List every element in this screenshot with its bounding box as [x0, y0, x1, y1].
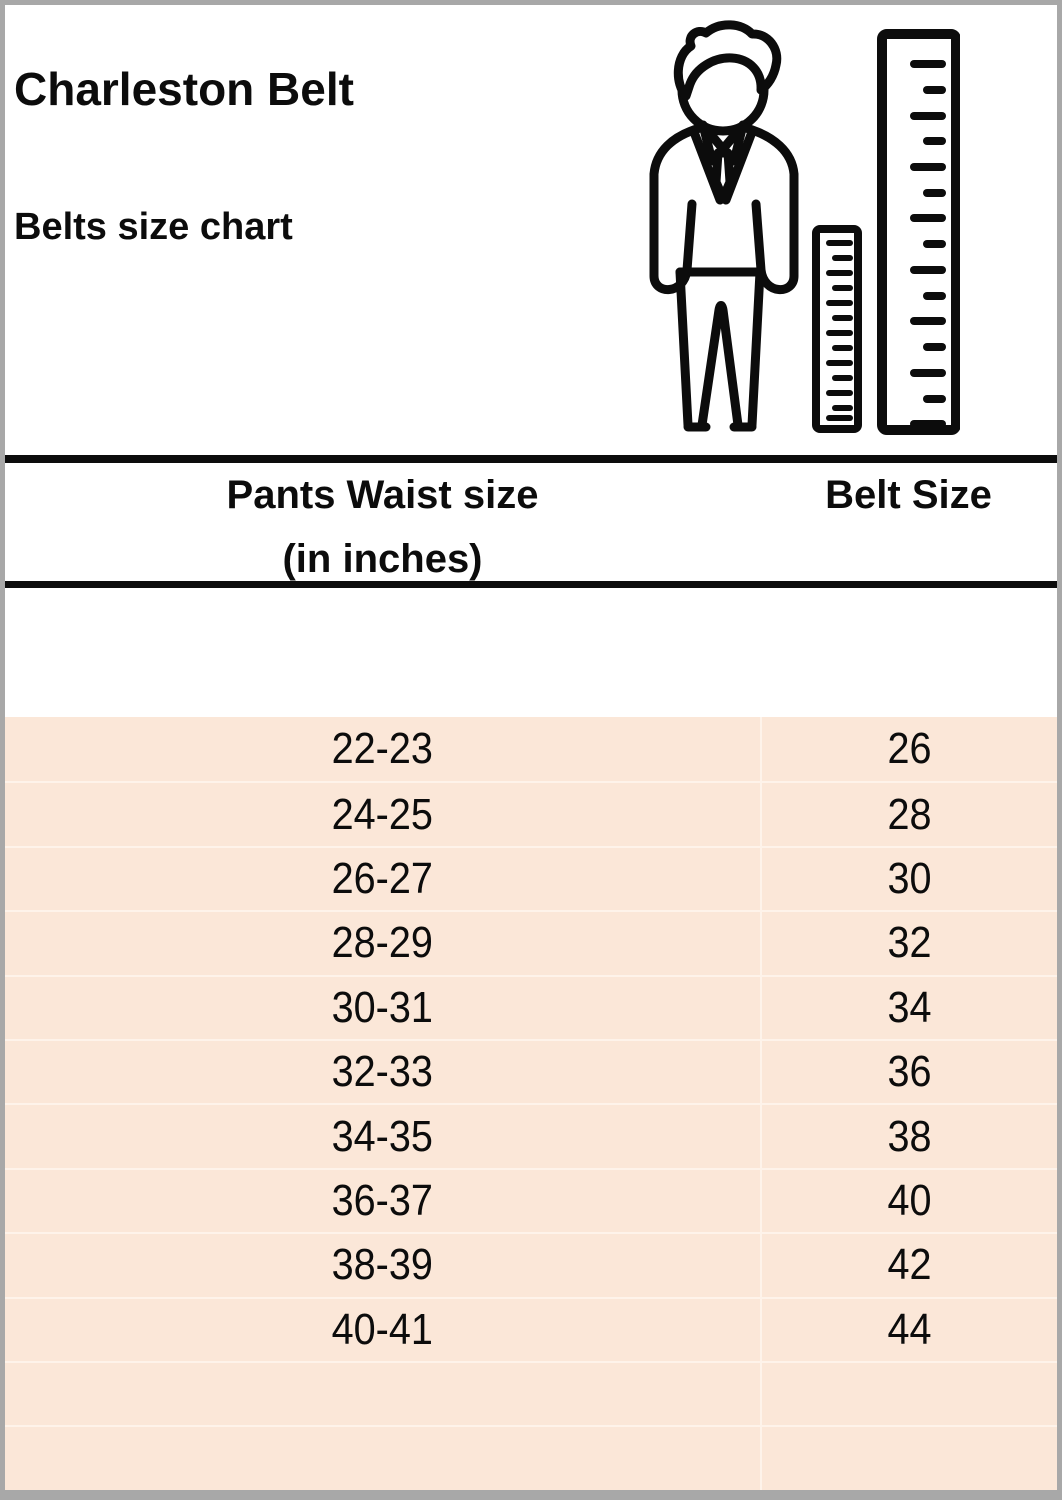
- waist-cell: [5, 1039, 760, 1103]
- waist-value: 38-39: [331, 1240, 434, 1290]
- belt-value: 26: [887, 724, 932, 774]
- waist-cell: [5, 1297, 760, 1361]
- waist-value: 24-25: [331, 789, 434, 839]
- size-table-body: [5, 717, 1057, 1490]
- waist-value: 26-27: [331, 853, 434, 903]
- person-with-rulers-illustration: [630, 18, 960, 438]
- belt-cell: [760, 781, 1057, 845]
- waist-value: 36-37: [331, 1175, 434, 1225]
- belt-value: 42: [887, 1240, 932, 1290]
- waist-cell: [5, 1103, 760, 1167]
- belt-cell: [760, 1232, 1057, 1296]
- waist-cell: [5, 975, 760, 1039]
- header-top-rule: [5, 455, 1057, 463]
- waist-cell: [5, 781, 760, 845]
- belt-value: 28: [887, 789, 932, 839]
- belt-cell: [760, 1297, 1057, 1361]
- belt-value: 34: [887, 982, 932, 1032]
- waist-cell: [5, 1425, 760, 1489]
- waist-cell: [5, 1232, 760, 1296]
- waist-cell: [5, 717, 760, 781]
- belt-cell: [760, 1425, 1057, 1489]
- col-header-waist-line2: (in inches): [282, 537, 483, 581]
- belt-value: 38: [887, 1111, 932, 1161]
- waist-cell: [5, 1361, 760, 1425]
- waist-value: 30-31: [331, 982, 434, 1032]
- belt-value: 44: [887, 1304, 932, 1354]
- ruler-large-icon: [882, 34, 956, 430]
- belt-cell: [760, 1168, 1057, 1232]
- belt-cell: [760, 846, 1057, 910]
- waist-cell: [5, 1168, 760, 1232]
- person-icon: [654, 25, 794, 427]
- col-header-waist-line1: Pants Waist size: [226, 473, 539, 517]
- waist-value: 40-41: [331, 1304, 434, 1354]
- belt-value: 36: [887, 1047, 932, 1097]
- belt-value: 30: [887, 853, 932, 903]
- waist-value: 28-29: [331, 918, 434, 968]
- waist-value: 22-23: [331, 724, 434, 774]
- col-header-belt-line1: Belt Size: [825, 473, 992, 517]
- table-header: [5, 463, 1057, 581]
- waist-cell: [5, 910, 760, 974]
- belt-cell: [760, 717, 1057, 781]
- ruler-small-icon: [816, 229, 858, 429]
- waist-value: 34-35: [331, 1111, 434, 1161]
- col-header-belt: [760, 463, 1057, 581]
- chart-subtitle: Belts size chart: [14, 206, 293, 248]
- belt-value: 40: [887, 1175, 932, 1225]
- belt-cell: [760, 1103, 1057, 1167]
- belt-value: 32: [887, 918, 932, 968]
- belt-cell: [760, 1039, 1057, 1103]
- belt-cell: [760, 1361, 1057, 1425]
- brand-title: Charleston Belt: [14, 63, 354, 115]
- waist-cell: [5, 846, 760, 910]
- waist-value: 32-33: [331, 1047, 434, 1097]
- belt-cell: [760, 975, 1057, 1039]
- belt-cell: [760, 910, 1057, 974]
- col-header-waist: [5, 463, 760, 581]
- header-bottom-rule: [5, 581, 1057, 588]
